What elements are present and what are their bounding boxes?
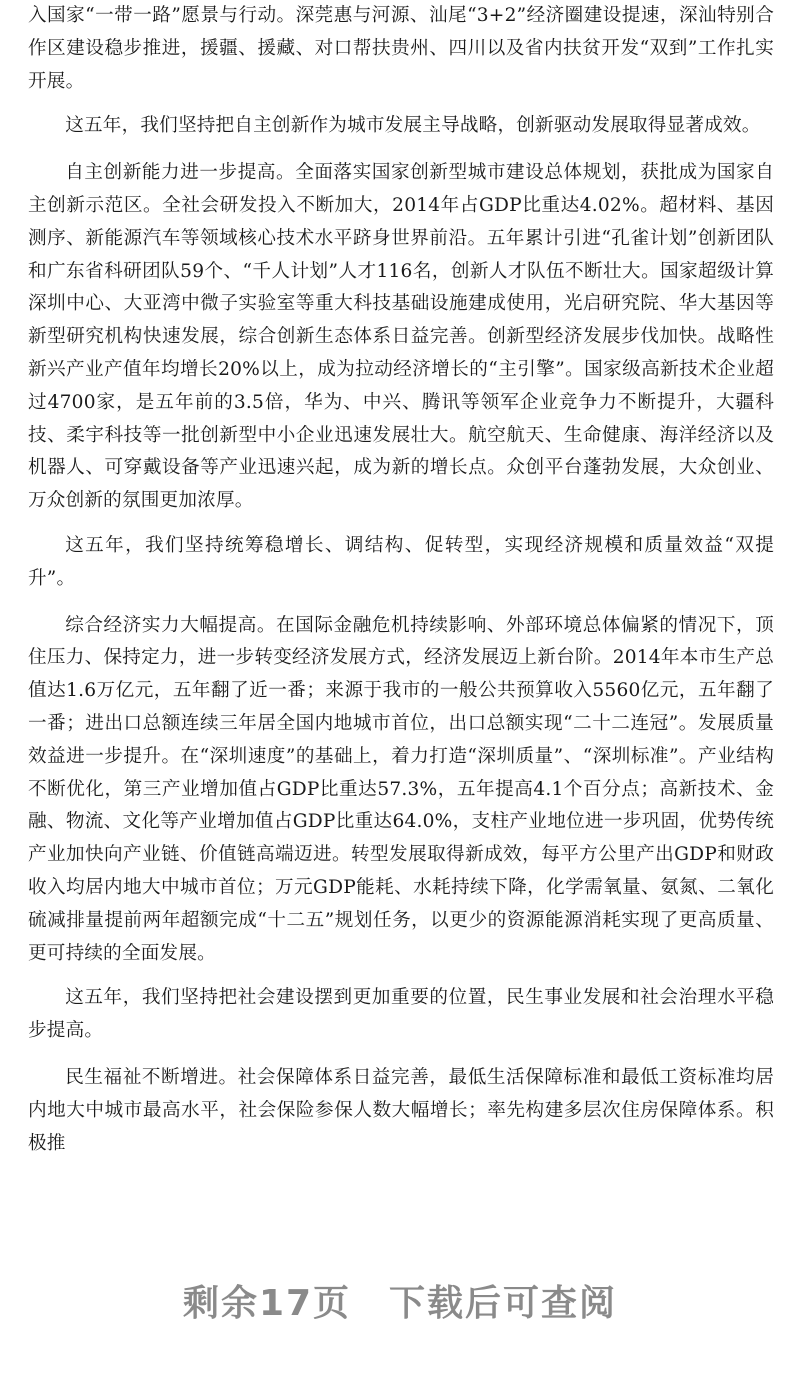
paragraph-innovation: 自主创新能力进一步提高。全面落实国家创新型城市建设总体规划，获批成为国家自主创新示范区。全社会研发投入不断加大，2014年占GDP比重达4.02%。超材料、基因测序、新能源汽车等领域核心技术水平跻身世界前沿。五年累计引进“孔雀计划”创新团队和广东省科研团队59个、“千人计划”人才116名，创新人才队伍不断壮大。国家超级计算深圳中心、大亚湾中微子实验室等重大科技基础设施建成使用，光启研究院、华大基因等新型研究机构快速发展，综合创新生态体系日益完善。创新型经济发展步伐加快。战略性新兴产业产值年均增长20%以上，成为拉动经济增长的“主引擎”。国家级高新技术企业超过4700家，是五年前的3.5倍，华为、中兴、腾讯等领军企业竞争力不断提升，大疆科技、柔宇科技等一批创新型中小企业迅速发展壮大。航空航天、生命健康、海洋经济以及机器人、可穿戴设备等产业迅速兴起，成为新的增长点。众创平台蓬勃发展，大众创业、万众创新的氛围更加浓厚。 bbox=[28, 162, 774, 512]
content-fade-overlay bbox=[0, 1170, 800, 1260]
paragraph-summary-economy: 这五年，我们坚持统筹稳增长、调结构、促转型，实现经济规模和质量效益“双提升”。 bbox=[28, 534, 774, 589]
download-to-read-banner[interactable] bbox=[0, 1270, 800, 1330]
paragraph-livelihood: 民生福祉不断增进。社会保障体系日益完善，最低生活保障标准和最低工资标准均居内地大中城市最高水平，社会保险参保人数大幅增长；率先构建多层次住房保障体系。积极推 bbox=[28, 1066, 774, 1154]
paragraph-economy: 综合经济实力大幅提高。在国际金融危机持续影响、外部环境总体偏紧的情况下，顶住压力、保持定力，进一步转变经济发展方式，经济发展迈上新台阶。2014年本市生产总值达1.6万亿元，五年翻了近一番；来源于我市的一般公共预算收入5560亿元，五年翻了一番；进出口总额连续三年居全国内地城市首位，出口总额实现“二十二连冠”。发展质量效益进一步提升。在“深圳速度”的基础上，着力打造“深圳质量”、“深圳标准”。产业结构不断优化，第三产业增加值占GDP比重达57.3%，五年提高4.1个百分点；高新技术、金融、物流、文化等产业增加值占GDP比重达64.0%，支柱产业地位进一步巩固，优势传统产业加快向产业链、价值链高端迈进。转型发展取得新成效，每平方公里产出GDP和财政收入均居内地大中城市首位；万元GDP能耗、水耗持续下降，化学需氧量、氨氮、二氧化硫减排量提前两年超额完成“十二五”规划任务，以更少的资源能源消耗实现了更高质量、更可持续的全面发展。 bbox=[28, 614, 774, 964]
paragraph-summary-society: 这五年，我们坚持把社会建设摆到更加重要的位置，民生事业发展和社会治理水平稳步提高。 bbox=[28, 987, 774, 1042]
remaining-pages-text[interactable]: 剩余17页 下载后可查阅 bbox=[182, 1282, 618, 1324]
paragraph-continuation: 入国家“一带一路”愿景与行动。深莞惠与河源、汕尾“3+2”经济圈建设提速，深汕特别合作区建设稳步推进，援疆、援藏、对口帮扶贵州、四川以及省内扶贫开发“双到”工作扎实开展。 bbox=[28, 5, 774, 92]
paragraph-summary-innovation: 这五年，我们坚持把自主创新作为城市发展主导战略，创新驱动发展取得显著成效。 bbox=[65, 115, 761, 137]
